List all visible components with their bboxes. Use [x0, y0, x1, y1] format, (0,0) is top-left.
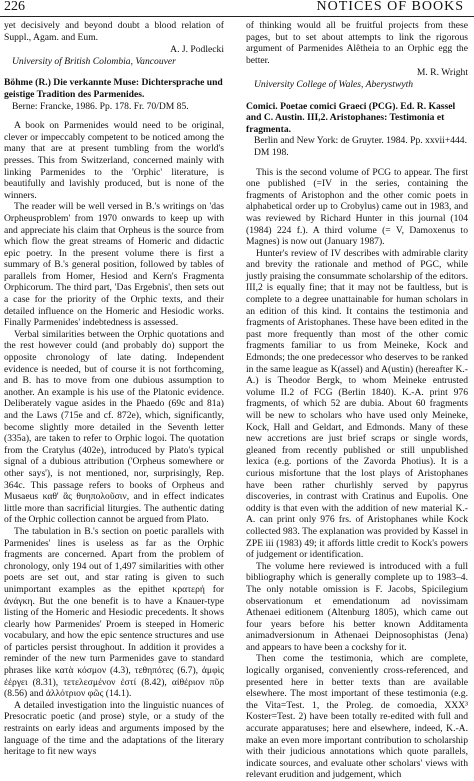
book-title: Comici. Poetae comici Graeci (PCG). Ed. R. Kassel and C. Austin. III,2. Aristophanes: Testimonia et fragmenta.	[246, 100, 456, 135]
review-paragraph: Hunter's review of IV describes with admirable clarity and brevity the rationale and method of PGC, while justly praising the consummate scholarship of the editors. III,2 is equally fine; that it may not be faultless, but is complete to a degree unattainable for human scholars in an edition of this kind. It contains the testimonia and fragments of Aristophanes. These have been edited in the past more frequently than most of the other comic fragments familiar to us from Meineke, Kock and Edmonds; the one predecessor who deserves to be ranked in the same league as K(assel) and A(ustin) (hereafter K.-A.) is Theodor Bergk, to whom Meineke entrusted volume II.2 of FCG (Berlin 1840). K.-A. print 976 fragments, of which 52 are dubia. About 60 fragments will be new to scholars who have used only Meineke, Kock, Hall and Geldart, and Edmonds. Many of these new accretions are just brief scraps or single words, gleaned from recently published or still unpublished lexica (e.g. portions of the Zavorda Photius). It is a curious misfortune that the lost plays of Aristophanes have been rather churlishly served by papyrus discoveries, in contrast with Cratinus and Eupolis. One oddity is that even with the addition of new material K.-A. can print only 976 frs. of Aristophanes while Kock collected 983. The explanation was provided by Kassel in ZPE iii (1983) 49; it affords little credit to Kock's powers of judgement or identification.	[246, 247, 468, 561]
review-paragraph: The reader will be well versed in B.'s writings on 'das Orpheusproblem' from 1970 onwards to keep up with and appreciate his claim that Orpheus is the source from which flow the great streams of Homeric and didactic epic poetry. In the present volume there is first a summary of B.'s general position, followed by tables of parallels from Homer, Hesiod and Kern's Fragmenta Orphicorum. The third part, 'Das Ergebnis', then sets out a case for the priority of the Orphic texts, and their detailed influence on the Homeric and Hesiodic works. Finally Parmenides' indebtedness is assessed.	[4, 201, 224, 329]
review-paragraph: The tabulation in B.'s section on poetic parallels with Parmenides' lines is useless as far as the Orphic fragments are concerned. Apart from the problem of chronology, only 194 out of 1,497 similarities with other poets are set out, and star rating is given to such unimportant examples as the epithet κρατερή for ἀνάγκη. But the one benefit is to have a Knauer-type listing of the Homeric and Hesiodic precedents. It shows clearly how Parmenides' Proem is steeped in Homeric vocabulary, and how the epic sentence structures and use of particles persist throughout. In addition it provides a reminder of the new turn Parmenides gave to standard phrases like κατὰ κόσμον (4.3), τεθηπότες (6.7), ἀμφὶς ἐέργει (8.31), τετελεσμένον ἐστί (8.42), αἰθέριον πῦρ (8.56) and ἀλλότριον φῶς (14.1).	[4, 525, 224, 700]
review-paragraph: This is the second volume of PCG to appear. The first one published (=IV in the series, containing the fragments of Aristophon and the other comic poets in alphabetical order up to Crobylus) came out in 1983, and was reviewed by Richard Hunter in this journal (104 (1984) 224 f.). A third volume (= V, Damoxenus to Magnes) is now out (January 1987).	[246, 166, 468, 248]
review-paragraph: The volume here reviewed is introduced with a full bibliography which is generally complete up to 1983–4. The only notable omission is F. Jacobs, Spicilegium observationum et emendationum ad novissimam Athenaei editionem (Altenburg 1805), which came out four years before his better known Additamenta animadversionum in Athenaei Deipnosophistas (Jena) and appears to have been a cockshy for it.	[246, 560, 468, 653]
review-continuation: of thinking would all be fruitful projects from these pages, but to set about attempts to link the rigorous argument of Parmenides Alêtheia to an Orphic egg the better.	[246, 20, 468, 66]
reviewer-signature: A. J. Podlecki	[170, 44, 224, 56]
book-publication: Berlin and New York: de Gruyter. 1984. Pp. xxvii+444. DM 198.	[254, 135, 467, 158]
right-column	[246, 20, 468, 781]
page-header	[0, 0, 474, 17]
book-citation	[246, 101, 468, 159]
running-head: NOTICES OF BOOKS	[316, 0, 464, 14]
page-number: 226	[4, 0, 25, 14]
book-publication: Berne: Francke, 1986. Pp. 178. Fr. 70/DM 85.	[12, 100, 189, 112]
reviewer-affiliation: University College of Wales, Aberystwyth	[254, 78, 414, 90]
review-paragraph: Verbal similarities between the Orphic quotations and the rest however could (and probably do) support the opposite chronology of late dating. Independent evidence is needed, but of course it is not forthcoming, and B. has to move from one dubious assumption to another. An example is his use of the Platonic evidence. Deliberately vague asides in the Phaedo (69c and 81a) and the Laws (715e and cf. 872e), which, significantly, become slightly more detailed in the Seventh letter (335a), are taken to refer to Orphic logoi. The quotation from the Cratylus (402e), introduced by Plato's typical signal of a dubious attribution ('Orpheus somewhere or other says'), is not mentioned, nor, surprisingly, Rep. 364c. This passage refers to books of Orpheus and Musaeus καθ' ἃς θυηπολοῦσιν, and in effect indicates little more than sacrificial liturgies. The authentic dating of the Orphic collection cannot be argued from Plato.	[4, 328, 224, 526]
left-column	[4, 20, 224, 758]
review-continuation: yet decisively and beyond doubt a blood relation of Suppl., Agam. and Eum.	[4, 20, 224, 43]
book-citation	[4, 77, 224, 112]
review-paragraph: A detailed investigation into the linguistic nuances of Presocratic poetic (and prose) style, or a study of the restraints on early ideas and arguments imposed by the language of the time and the adaptations of the literary heritage to fit new ways	[4, 699, 224, 758]
reviewer-signature: M. R. Wright	[416, 67, 468, 79]
review-paragraph: Then come the testimonia, which are complete, logically organised, conveniently cross-referenced, and presented here in better texts than are available elsewhere. The most important of these testimonia (e.g. the Vita=Test. 1, the Proleg. de comoedia, XXX³ Koster=Test. 2) have been totally re-edited with full and accurate apparatuses; here and elsewhere, indeed, K.-A. make an even more important contribution to scholarship with their judicious annotations which quote parallels, indicate sources, and evaluate other scholars' views with relevant erudition and judgement, which	[246, 653, 468, 781]
review-paragraph: A book on Parmenides would need to be original, clever or impeccably competent to be noticed among the many that are at present tumbling from the world's presses. This from Switzerland, concerned mainly with linking Parmenides to the 'Orphic' literature, is beautifully and lavishly produced, but is none of the winners.	[4, 120, 224, 201]
book-title: Böhme (R.) Die verkannte Muse: Dichtersprache und geistige Tradition des Parmenides.	[4, 77, 223, 100]
reviewer-affiliation: University of British Colombia, Vancouver	[12, 55, 176, 67]
